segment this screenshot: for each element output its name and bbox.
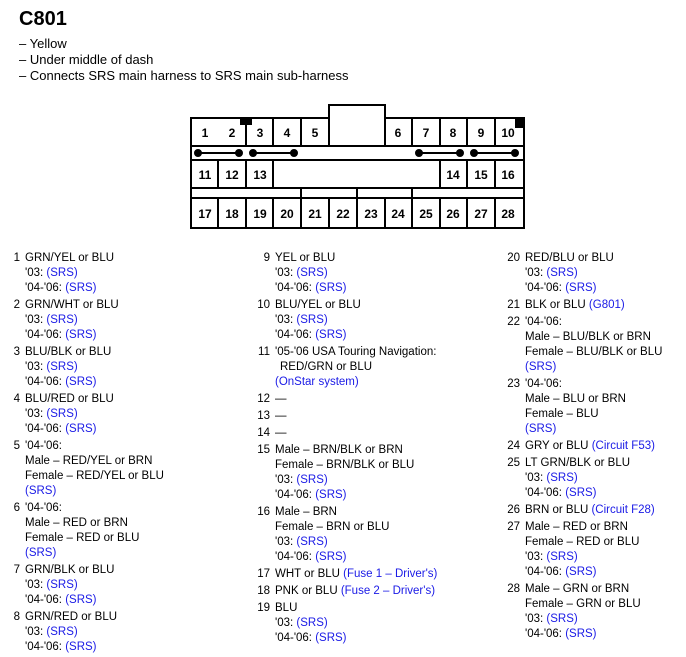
pin-description-line xyxy=(25,546,238,561)
pin-description-line xyxy=(275,266,498,281)
pin-description-line xyxy=(525,520,684,535)
pin-description-line xyxy=(25,501,238,516)
circuit-reference-link[interactable]: (SRS) xyxy=(315,329,347,341)
pin-description-text: '03: xyxy=(25,361,47,373)
pin-description-line xyxy=(525,471,684,486)
circuit-reference-link[interactable]: (SRS) xyxy=(296,267,328,279)
pin-description-text: '03: xyxy=(275,474,297,486)
pin-description-line xyxy=(25,281,238,296)
pin-description-text: '03: xyxy=(25,314,47,326)
pin-entry xyxy=(258,392,498,407)
pin-label: 12 xyxy=(225,168,239,182)
pin-entry xyxy=(258,505,498,565)
circuit-reference-link[interactable]: (SRS) xyxy=(315,551,347,563)
pin-description-line xyxy=(25,266,238,281)
pin-description-line xyxy=(275,298,498,313)
pin-description-line xyxy=(275,458,498,473)
pin-entry xyxy=(508,251,684,296)
pin-entry xyxy=(8,251,238,296)
pin-entry xyxy=(8,439,238,499)
circuit-reference-link[interactable]: (G801) xyxy=(588,299,625,311)
pin-number: 1 xyxy=(13,252,20,264)
pin-description-text: Female – RED or BLU xyxy=(25,532,140,544)
circuit-reference-link[interactable]: (SRS) xyxy=(546,472,578,484)
pin-entry xyxy=(8,392,238,437)
pin-description-text: '04-'06: xyxy=(525,487,566,499)
pin-label: 16 xyxy=(501,168,515,182)
pin-label: 15 xyxy=(474,168,488,182)
pin-number: 20 xyxy=(507,252,520,264)
pin-description-line xyxy=(275,392,498,407)
pin-label: 27 xyxy=(474,207,488,221)
pin-description-text: Male – RED/YEL or BRN xyxy=(25,455,153,467)
pin-description-text: '04-'06: xyxy=(275,329,316,341)
pin-number: 21 xyxy=(507,299,520,311)
pin-description-line xyxy=(525,565,684,580)
pin-description-text: YEL or BLU xyxy=(275,252,336,264)
note-location: – Under middle of dash xyxy=(19,52,154,67)
pin-description-line xyxy=(275,473,498,488)
circuit-reference-link[interactable]: (SRS) xyxy=(46,408,78,420)
pin-entry xyxy=(508,520,684,580)
pin-number: 12 xyxy=(257,393,270,405)
pin-number: 11 xyxy=(258,346,270,358)
pin-description-line xyxy=(25,298,238,313)
connector-notes xyxy=(19,36,349,84)
pin-description-line xyxy=(525,439,684,454)
pin-description-line xyxy=(275,281,498,296)
pin-description-line xyxy=(275,409,498,424)
pin-number: 8 xyxy=(13,611,20,623)
circuit-reference-link[interactable]: (SRS) xyxy=(65,282,97,294)
circuit-reference-link[interactable]: (SRS) xyxy=(46,267,78,279)
pin-description-text: '05-'06 USA Touring Navigation: xyxy=(275,346,437,358)
pin-label: 21 xyxy=(308,207,322,221)
pin-description-line xyxy=(25,454,238,469)
pin-description-line xyxy=(525,627,684,642)
pin-description-text: GRN/RED or BLU xyxy=(25,611,118,623)
pin-label: 3 xyxy=(256,126,264,140)
pin-description-line xyxy=(525,612,684,627)
pin-number: 18 xyxy=(257,585,270,597)
pin-description-text: '03: xyxy=(525,551,547,563)
pin-description-line xyxy=(275,584,498,599)
pin-entry xyxy=(508,439,684,454)
pin-label: 2 xyxy=(228,126,236,140)
pin-description-text: Male – BLU or BRN xyxy=(525,393,626,405)
pin-label: 8 xyxy=(449,126,457,140)
pin-description-line xyxy=(275,567,498,582)
pin-description-line xyxy=(525,251,684,266)
pin-entry xyxy=(258,584,498,599)
pin-entry xyxy=(508,315,684,375)
pin-description-text: Male – BRN/BLK or BRN xyxy=(275,444,403,456)
pin-number: 6 xyxy=(13,502,20,514)
connector-title: C801 xyxy=(19,8,67,30)
pin-description-line xyxy=(25,563,238,578)
pin-description-line xyxy=(525,345,684,360)
pin-description-line xyxy=(525,486,684,501)
pin-description-line xyxy=(275,345,498,360)
pin-entry xyxy=(508,582,684,642)
pin-description-line xyxy=(525,597,684,612)
pin-description-text: '03: xyxy=(525,613,547,625)
pin-description-line xyxy=(525,281,684,296)
circuit-reference-link[interactable]: (SRS) xyxy=(296,474,328,486)
pin-description-line xyxy=(275,328,498,343)
pin-description-line xyxy=(275,616,498,631)
pin-description-line xyxy=(275,426,498,441)
pin-description-text: Male – BLU/BLK or BRN xyxy=(525,331,651,343)
pin-description-text: '04-'06: xyxy=(25,594,66,606)
pin-number: 17 xyxy=(257,568,270,580)
pin-label: 18 xyxy=(225,207,239,221)
pin-description-line xyxy=(275,505,498,520)
pin-description-text: GRN/WHT or BLU xyxy=(25,299,119,311)
circuit-reference-link[interactable]: (SRS) xyxy=(46,361,78,373)
pin-description-text: GRN/BLK or BLU xyxy=(25,564,115,576)
pin-description-text: '03: xyxy=(25,626,47,638)
circuit-reference-link[interactable]: (SRS) xyxy=(65,423,97,435)
circuit-reference-link[interactable]: (SRS) xyxy=(315,632,347,644)
pin-description-text: '03: xyxy=(25,267,47,279)
pin-number: 3 xyxy=(13,346,20,358)
pin-description-text: '04-'06: xyxy=(275,551,316,563)
pin-description-line xyxy=(525,330,684,345)
circuit-reference-link[interactable]: (SRS) xyxy=(565,282,597,294)
pin-description-text: Male – GRN or BRN xyxy=(525,583,630,595)
pin-number: 10 xyxy=(257,299,270,311)
pin-description-line xyxy=(525,377,684,392)
pin-description-line xyxy=(275,488,498,503)
pin-description-text: '04-'06: xyxy=(525,628,566,640)
circuit-reference-link[interactable]: (SRS) xyxy=(565,566,597,578)
pin-description-text: BLK or BLU xyxy=(525,299,589,311)
pin-description-text: '04-'06: xyxy=(25,641,66,653)
pin-description-text: LT GRN/BLK or BLU xyxy=(525,457,631,469)
pin-label: 5 xyxy=(311,126,319,140)
pin-description-line xyxy=(525,266,684,281)
pin-list-column-1 xyxy=(8,251,238,657)
pin-number: 26 xyxy=(507,504,520,516)
pin-description-line xyxy=(25,360,238,375)
circuit-reference-link[interactable]: (Circuit F28) xyxy=(591,504,655,516)
pin-description-line xyxy=(275,535,498,550)
circuit-reference-link[interactable]: (SRS) xyxy=(25,485,57,497)
pin-description-line xyxy=(525,360,684,375)
pin-number: 7 xyxy=(13,564,20,576)
pin-label: 7 xyxy=(422,126,430,140)
pin-description-text: GRY or BLU xyxy=(525,440,592,452)
pin-entry xyxy=(508,503,684,518)
pin-description-line xyxy=(25,407,238,422)
pin-entry xyxy=(258,298,498,343)
pin-description-line xyxy=(275,550,498,565)
circuit-reference-link[interactable]: (Circuit F53) xyxy=(591,440,655,452)
pin-description-text: BLU/YEL or BLU xyxy=(275,299,361,311)
pin-description-text: '04-'06: xyxy=(525,566,566,578)
pin-label: 19 xyxy=(253,207,267,221)
pin-description-line xyxy=(25,640,238,655)
pin-description-text: RED/GRN or BLU xyxy=(280,361,373,373)
circuit-reference-link[interactable]: (SRS) xyxy=(65,594,97,606)
pin-number: 25 xyxy=(507,457,520,469)
pin-entry xyxy=(258,345,498,390)
pin-number: 14 xyxy=(257,427,270,439)
pin-entry xyxy=(508,456,684,501)
pin-description-line xyxy=(25,313,238,328)
pin-description-line xyxy=(525,422,684,437)
circuit-reference-link[interactable]: (Fuse 2 – Driver's) xyxy=(340,585,436,597)
pin-description-line xyxy=(25,392,238,407)
pin-description-line xyxy=(25,328,238,343)
circuit-reference-link[interactable]: (SRS) xyxy=(546,551,578,563)
pin-description-text: Male – RED or BRN xyxy=(25,517,128,529)
pin-label: 11 xyxy=(198,168,212,182)
pin-entry xyxy=(258,251,498,296)
pin-entry xyxy=(8,501,238,561)
pin-description-text: '03: xyxy=(275,617,297,629)
pin-number: 4 xyxy=(13,393,20,405)
pin-description-line xyxy=(525,315,684,330)
pin-label: 23 xyxy=(364,207,378,221)
pin-label: 28 xyxy=(501,207,515,221)
pin-label: 6 xyxy=(394,126,402,140)
pin-label: 13 xyxy=(253,168,267,182)
pin-description-text: BLU/BLK or BLU xyxy=(25,346,112,358)
pin-description-line xyxy=(275,375,498,390)
pin-number: 15 xyxy=(257,444,270,456)
pin-description-text: GRN/YEL or BLU xyxy=(25,252,115,264)
circuit-reference-link[interactable]: (SRS) xyxy=(296,314,328,326)
pin-description-text: '03: xyxy=(525,267,547,279)
pin-description-text: Female – BLU/BLK or BLU xyxy=(525,346,663,358)
pin-description-line xyxy=(275,520,498,535)
pin-description-line xyxy=(275,631,498,646)
pin-entry xyxy=(8,345,238,390)
circuit-reference-link[interactable]: (SRS) xyxy=(546,613,578,625)
circuit-reference-link[interactable]: (SRS) xyxy=(525,361,557,373)
circuit-reference-link[interactable]: (SRS) xyxy=(565,487,597,499)
note-color: – Yellow xyxy=(19,36,67,51)
connector-face-diagram xyxy=(190,104,526,230)
pin-description-text: — xyxy=(275,393,287,405)
pin-description-text: Female – RED/YEL or BLU xyxy=(25,470,164,482)
pin-description-line xyxy=(275,443,498,458)
pin-description-line xyxy=(25,484,238,499)
pin-description-text: — xyxy=(275,427,287,439)
pin-entry xyxy=(258,426,498,441)
pin-label: 22 xyxy=(336,207,350,221)
circuit-reference-link[interactable]: (SRS) xyxy=(546,267,578,279)
pin-description-line xyxy=(25,345,238,360)
pin-label: 4 xyxy=(283,126,291,140)
pin-label: 14 xyxy=(446,168,460,182)
pin-entry xyxy=(258,601,498,646)
pin-label: 1 xyxy=(201,126,209,140)
circuit-reference-link[interactable]: (SRS) xyxy=(46,626,78,638)
pin-description-text: '03: xyxy=(25,408,47,420)
pin-description-line xyxy=(25,531,238,546)
pin-description-text: Female – GRN or BLU xyxy=(525,598,641,610)
pin-entry xyxy=(8,563,238,608)
pin-number: 5 xyxy=(13,440,20,452)
circuit-reference-link[interactable]: (SRS) xyxy=(565,628,597,640)
pin-description-line xyxy=(525,392,684,407)
circuit-reference-link[interactable]: (OnStar system) xyxy=(275,376,359,388)
pin-number: 2 xyxy=(13,299,20,311)
pin-description-line xyxy=(275,251,498,266)
pin-description-text: Female – BRN/BLK or BLU xyxy=(275,459,415,471)
pin-label: 25 xyxy=(419,207,433,221)
pin-description-line xyxy=(525,407,684,422)
circuit-reference-link[interactable]: (SRS) xyxy=(65,329,97,341)
pin-label: 26 xyxy=(446,207,460,221)
pin-description-line xyxy=(25,625,238,640)
pin-description-text: BRN or BLU xyxy=(525,504,592,516)
pin-description-line xyxy=(525,298,684,313)
pin-description-text: Female – BRN or BLU xyxy=(275,521,390,533)
pin-description-text: '04-'06: xyxy=(25,440,62,452)
pin-description-text: Male – RED or BRN xyxy=(525,521,628,533)
pin-description-text: Female – BLU xyxy=(525,408,599,420)
pin-description-line xyxy=(25,422,238,437)
pin-description-text: '04-'06: xyxy=(25,329,66,341)
pin-entry xyxy=(8,298,238,343)
pin-description-text: BLU/RED or BLU xyxy=(25,393,114,405)
pin-list-column-3 xyxy=(508,251,684,644)
pin-list-column-2 xyxy=(258,251,498,648)
pin-description-line xyxy=(25,578,238,593)
pin-description-line xyxy=(275,360,498,375)
pin-entry xyxy=(8,610,238,655)
circuit-reference-link[interactable]: (SRS) xyxy=(46,314,78,326)
pin-description-line xyxy=(25,610,238,625)
pin-number: 23 xyxy=(507,378,520,390)
pin-description-line xyxy=(25,375,238,390)
pin-number: 19 xyxy=(257,602,270,614)
pin-description-text: PNK or BLU xyxy=(275,585,341,597)
pin-description-text: '04-'06: xyxy=(25,282,66,294)
pin-label: 24 xyxy=(391,207,405,221)
pin-description-text: '04-'06: xyxy=(275,489,316,501)
pin-number: 24 xyxy=(507,440,520,452)
pin-label: 10 xyxy=(501,126,515,140)
pin-description-line xyxy=(25,593,238,608)
pin-description-text: WHT or BLU xyxy=(275,568,344,580)
circuit-reference-link[interactable]: (SRS) xyxy=(25,547,57,559)
pin-description-text: '04-'06: xyxy=(525,316,562,328)
pin-description-line xyxy=(25,251,238,266)
circuit-reference-link[interactable]: (SRS) xyxy=(65,376,97,388)
pin-description-line xyxy=(25,439,238,454)
circuit-reference-link[interactable]: (SRS) xyxy=(296,536,328,548)
circuit-reference-link[interactable]: (SRS) xyxy=(46,579,78,591)
pin-number: 28 xyxy=(507,583,520,595)
pin-description-text: RED/BLU or BLU xyxy=(525,252,614,264)
pin-description-line xyxy=(525,550,684,565)
pin-description-line xyxy=(525,535,684,550)
circuit-reference-link[interactable]: (SRS) xyxy=(315,282,347,294)
pin-description-text: '03: xyxy=(275,314,297,326)
circuit-reference-link[interactable]: (SRS) xyxy=(315,489,347,501)
note-connects: – Connects SRS main harness to SRS main sub-harness xyxy=(19,68,349,83)
pin-description-text: '04-'06: xyxy=(275,632,316,644)
circuit-reference-link[interactable]: (SRS) xyxy=(296,617,328,629)
pin-description-text: '04-'06: xyxy=(25,376,66,388)
pin-entry xyxy=(258,567,498,582)
pin-description-line xyxy=(25,516,238,531)
pin-description-text: '04-'06: xyxy=(525,378,562,390)
pin-description-text: '04-'06: xyxy=(25,502,62,514)
pin-description-line xyxy=(275,601,498,616)
pin-description-text: '03: xyxy=(275,267,297,279)
pin-number: 9 xyxy=(263,252,270,264)
pin-description-text: '03: xyxy=(25,579,47,591)
pin-description-text: BLU xyxy=(275,602,298,614)
pin-description-text: '04-'06: xyxy=(525,282,566,294)
pin-description-text: Male – BRN xyxy=(275,506,337,518)
circuit-reference-link[interactable]: (Fuse 1 – Driver's) xyxy=(343,568,438,580)
circuit-reference-link[interactable]: (SRS) xyxy=(525,423,557,435)
pin-label: 9 xyxy=(477,126,485,140)
pin-entry xyxy=(508,377,684,437)
pin-entry xyxy=(508,298,684,313)
pin-description-text: Female – RED or BLU xyxy=(525,536,640,548)
pin-description-text: '03: xyxy=(525,472,547,484)
pin-number: 16 xyxy=(257,506,270,518)
circuit-reference-link[interactable]: (SRS) xyxy=(65,641,97,653)
pin-number: 22 xyxy=(507,316,520,328)
pin-description-text: '04-'06: xyxy=(25,423,66,435)
pin-number: 27 xyxy=(507,521,520,533)
pin-number: 13 xyxy=(257,410,270,422)
pin-label: 17 xyxy=(198,207,212,221)
pin-entry xyxy=(258,409,498,424)
pin-label: 20 xyxy=(280,207,294,221)
pin-description-line xyxy=(525,456,684,471)
pin-description-line xyxy=(525,582,684,597)
pin-description-text: '03: xyxy=(275,536,297,548)
pin-description-text: — xyxy=(275,410,287,422)
pin-description-text: '04-'06: xyxy=(275,282,316,294)
pin-description-line xyxy=(25,469,238,484)
pin-description-line xyxy=(525,503,684,518)
pin-description-line xyxy=(275,313,498,328)
pin-entry xyxy=(258,443,498,503)
